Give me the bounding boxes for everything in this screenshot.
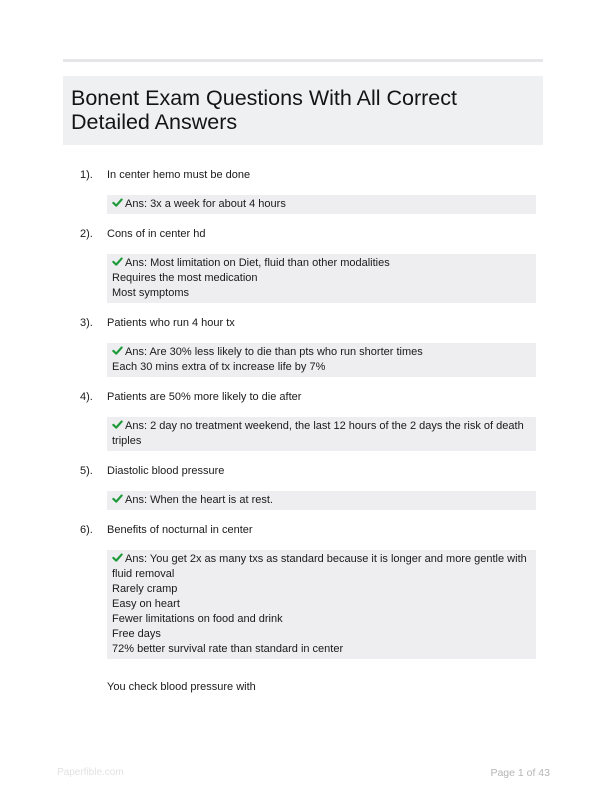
check-icon bbox=[112, 256, 123, 267]
answer-line: Requires the most medication bbox=[112, 272, 258, 284]
answer-text: Ans: Are 30% less likely to die than pts who run shorter times bbox=[125, 346, 423, 358]
question-row bbox=[80, 464, 536, 479]
answer-box bbox=[107, 254, 536, 303]
question-text: Patients are 50% more likely to die after bbox=[107, 391, 302, 403]
question-row bbox=[80, 168, 536, 183]
question-row bbox=[80, 227, 536, 242]
answer-box bbox=[107, 550, 536, 659]
question-text: In center hemo must be done bbox=[107, 169, 251, 181]
answer-box bbox=[107, 195, 536, 214]
answer-line: Most symptoms bbox=[112, 287, 190, 299]
answer-text: Ans: 3x a week for about 4 hours bbox=[125, 198, 286, 210]
trailing-question-text: You check blood pressure with bbox=[107, 681, 256, 693]
question-row bbox=[80, 316, 536, 331]
answer-box bbox=[107, 491, 536, 510]
page-indicator: Page 1 of 43 bbox=[490, 767, 550, 779]
question-text: Patients who run 4 hour tx bbox=[107, 317, 235, 329]
answer-line: Easy on heart bbox=[112, 598, 180, 610]
answer-line: Each 30 mins extra of tx increase life by 7% bbox=[112, 361, 326, 373]
question-list bbox=[80, 168, 536, 695]
answer-text: Ans: 2 day no treatment weekend, the last 12 hours of the 2 days the risk of death triples bbox=[112, 420, 524, 447]
qa-item bbox=[80, 227, 536, 303]
check-icon bbox=[112, 493, 123, 504]
footer-watermark: Paperfible.com bbox=[57, 767, 124, 778]
answer-line bbox=[112, 493, 531, 508]
qa-item bbox=[80, 523, 536, 659]
answer-line bbox=[112, 256, 531, 271]
question-text: Diastolic blood pressure bbox=[107, 465, 225, 477]
question-number: 1). bbox=[80, 169, 93, 181]
answer-line bbox=[112, 197, 531, 212]
check-icon bbox=[112, 552, 123, 563]
question-number: 4). bbox=[80, 391, 93, 403]
question-text: Benefits of nocturnal in center bbox=[107, 524, 253, 536]
answer-box bbox=[107, 417, 536, 451]
answer-line bbox=[112, 419, 531, 449]
check-icon bbox=[112, 419, 123, 430]
qa-item bbox=[80, 316, 536, 377]
answer-line: Fewer limitations on food and drink bbox=[112, 613, 283, 625]
answer-line bbox=[112, 552, 531, 582]
qa-item bbox=[80, 168, 536, 214]
question-number: 3). bbox=[80, 317, 93, 329]
answer-line: 72% better survival rate than standard in center bbox=[112, 643, 344, 655]
answer-line bbox=[112, 345, 531, 360]
check-icon bbox=[112, 345, 123, 356]
check-icon bbox=[112, 197, 123, 208]
top-divider bbox=[63, 59, 543, 62]
answer-box bbox=[107, 343, 536, 377]
title-banner bbox=[63, 76, 543, 145]
question-number: 6). bbox=[80, 524, 93, 536]
qa-item bbox=[80, 390, 536, 451]
answer-text: Ans: You get 2x as many txs as standard because it is longer and more gentle with fluid removal bbox=[112, 553, 527, 580]
question-row bbox=[80, 390, 536, 405]
document-title: Bonent Exam Questions With All Correct Detailed Answers bbox=[71, 86, 457, 134]
answer-text: Ans: When the heart is at rest. bbox=[125, 494, 273, 506]
answer-line: Free days bbox=[112, 628, 161, 640]
question-row bbox=[80, 523, 536, 538]
question-number: 2). bbox=[80, 228, 93, 240]
answer-line: Rarely cramp bbox=[112, 583, 178, 595]
answer-text: Ans: Most limitation on Diet, fluid than other modalities bbox=[125, 257, 390, 269]
qa-item bbox=[80, 464, 536, 510]
question-number: 5). bbox=[80, 465, 93, 477]
question-text: Cons of in center hd bbox=[107, 228, 206, 240]
